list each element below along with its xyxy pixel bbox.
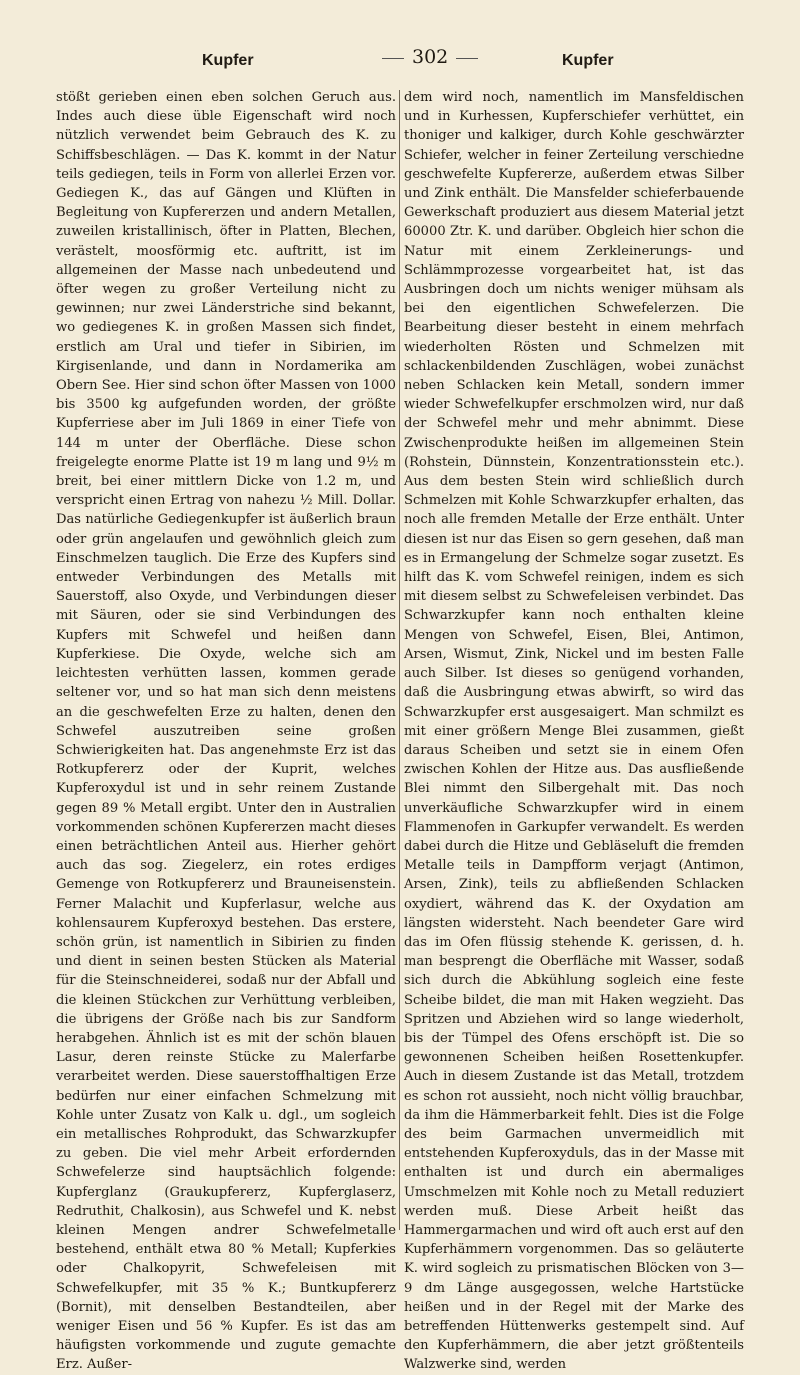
page-header [56, 46, 746, 72]
right-column [404, 88, 744, 1373]
right-column-text: dem wird noch, namentlich im Mansfeldischen und in Kurhessen, Kupferschiefer verhüttet, ein thoniger und kalkiger, durch Kohle geschwärzter Schiefer, welcher in feiner Zerteilung verschiedne geschwefelte Kupfererze, außerdem etwas Silber und Zink enthält. Die Mansfelder schieferbauende Gewerkschaft produziert aus diesem Material jetzt 60000 Ztr. K. und darüber. Obgleich hier schon die Natur mit einem Zerkleinerungs- und Schlämmprozesse vorgearbeitet hat, ist das Ausbringen doch um nichts weniger mühsam als bei den eigentlichen Schwefelerzen. Die Bearbeitung dieser besteht in einem mehrfach wiederholten Rösten und Schmelzen mit schlackenbildenden Zuschlägen, wobei zunächst neben Schlacken kein Metall, sondern immer wieder Schwefelkupfer erschmolzen wird, nur daß der Schwefel mehr und mehr abnimmt. Diese Zwischenprodukte heißen im allgemeinen Stein (Rohstein, Dünnstein, Konzentrationsstein etc.). Aus dem besten Stein wird schließlich durch Schmelzen mit Kohle Schwarzkupfer erhalten, das noch alle fremden Metalle der Erze enthält. Unter diesen ist nur das Eisen so gern gesehen, daß man es in Ermangelung der Schmelze sogar zusetzt. Es hilft das K. vom Schwefel reinigen, indem es sich mit diesem selbst zu Schwefeleisen verbindet. Das Schwarzkupfer kann noch enthalten kleine Mengen von Schwefel, Eisen, Blei, Antimon, Arsen, Wismut, Zink, Nickel und im besten Falle auch Silber. Ist dieses so genügend vorhanden, daß die Ausbringung etwas abwirft, so wird das Schwarzkupfer erst ausgesaigert. Man schmilzt es mit einer größern Menge Blei zusammen, gießt daraus Scheiben und setzt sie in einem Ofen zwischen Kohlen der Hitze aus. Das ausfließende Blei nimmt den Silbergehalt mit. Das noch unverkäufliche Schwarzkupfer wird in einem Flammenofen in Garkupfer verwandelt. Es werden dabei durch die Hitze und Gebläseluft die fremden Metalle teils in Dampfform verjagt (Antimon, Arsen, Zink), teils zu abfließenden Schlacken oxydiert, während das K. der Oxydation am längsten widersteht. Nach beendeter Gare wird das im Ofen flüssig stehende K. gerissen, d. h. man besprengt die Oberfläche mit Wasser, sodaß sich durch die Abkühlung sogleich eine feste Scheibe bildet, die man mit Haken wegzieht. Das Spritzen und Abziehen wird so lange wiederholt, bis der Tümpel des Ofens erschöpft ist. Die so gewonnenen Scheiben heißen Rosettenkupfer. Auch in diesem Zustande ist das Metall, trotzdem es schon rot aussieht, noch nicht völlig brauchbar, da ihm die Hämmerbarkeit fehlt. Dies ist die Folge des beim Garmachen unvermeidlich mit entstehenden Kupferoxyduls, das in der Masse mit enthalten ist und durch ein abermaliges Umschmelzen mit Kohle noch zu Metall reduziert werden muß. Diese Arbeit heißt das Hammergarmachen und wird oft auch erst auf den Kupferhämmern vorgenommen. Das so geläuterte K. wird sogleich zu prismatischen Blöcken von 3—9 dm Länge ausgegossen, welche Hartstücke heißen und in der Regel mit der Marke des betreffenden Hüttenwerks gestempelt sind. Auf den Kupferhämmern, die aber jetzt größtenteils Walzwerke sind, werden [404, 90, 744, 1373]
left-column-text: stößt gerieben einen eben solchen Geruch aus. Indes auch diese üble Eigenschaft wird noch nützlich verwendet beim Gebrauch des K. zu Schiffsbeschlägen. — Das K. kommt in der Natur teils gediegen, teils in Form von allerlei Erzen vor. Gediegen K., das auf Gängen und Klüften in Begleitung von Kupfererzen und andern Metallen, zuweilen kristallinisch, öfter in Platten, Blechen, verästelt, moosförmig etc. auftritt, ist im allgemeinen der Masse nach unbedeutend und öfter wegen zu großer Verteilung nicht zu gewinnen; nur zwei Länderstriche sind bekannt, wo gediegenes K. in großen Massen sich findet, erstlich am Ural und tiefer in Sibirien, im Kirgisenlande, und dann in Nordamerika am Obern See. Hier sind schon öfter Massen von 1000 bis 3500 kg aufgefunden worden, der größte Kupferriese aber im Juli 1869 in einer Tiefe von 144 m unter der Oberfläche. Diese schon freigelegte enorme Platte ist 19 m lang und 9½ m breit, bei einer mittlern Dicke von 1.2 m, und verspricht einen Ertrag von nahezu ½ Mill. Dollar. Das natürliche Gediegenkupfer ist äußerlich braun oder grün angelaufen und gewöhnlich gleich zum Einschmelzen tauglich. Die Erze des Kupfers sind entweder Verbindungen des Metalls mit Sauerstoff, also Oxyde, und Verbindungen dieser mit Säuren, oder sie sind Verbindungen des Kupfers mit Schwefel und heißen dann Kupferkiese. Die Oxyde, welche sich am leichtesten verhütten lassen, kommen gerade seltener vor, und so hat man sich denn meistens an die geschwefelten Erze zu halten, denen den Schwefel auszutreiben seine großen Schwierigkeiten hat. Das angenehmste Erz ist das Rotkupfererz oder der Kuprit, welches Kupferoxydul ist und in sehr reinem Zustande gegen 89 % Metall ergibt. Unter den in Australien vorkommenden schönen Kupfererzen macht dieses einen beträchtlichen Anteil aus. Hierher gehört auch das sog. Ziegelerz, ein rotes erdiges Gemenge von Rotkupfererz und Brauneisenstein. Ferner Malachit und Kupferlasur, welche aus kohlensaurem Kupferoxyd bestehen. Das erstere, schön grün, ist namentlich in Sibirien zu finden und dient in seinen besten Stücken als Material für die Steinschneiderei, sodaß nur der Abfall und die kleinen Stückchen zur Verhüttung verbleiben, die übrigens der Größe nach bis zur Sandform herabgehen. Ähnlich ist es mit der schön blauen Lasur, deren reinste Stücke zu Malerfarbe verarbeitet werden. Diese sauerstoffhaltigen Erze bedürfen nur einer einfachen Schmelzung mit Kohle unter Zusatz von Kalk u. dgl., um sogleich ein metallisches Rohprodukt, das Schwarzkupfer zu geben. Die viel mehr Arbeit erfordernden Schwefelerze sind hauptsächlich folgende: Kupferglanz (Graukupfererz, Kupferglaserz, Redruthit, Chalkosin), aus Schwefel und K. nebst kleinen Mengen andrer Schwefelmetalle bestehend, enthält etwa 80 % Metall; Kupferkies oder Chalkopyrit, Schwefeleisen mit Schwefelkupfer, mit 35 % K.; Buntkupfererz (Bornit), mit denselben Bestandteilen, aber weniger Eisen und 56 % Kupfer. Es ist das am häufigsten vorkommende und zugute gemachte Erz. Außer- [56, 90, 396, 1373]
left-column [56, 88, 396, 1373]
running-head-left: Kupfer [202, 52, 254, 69]
column-divider [399, 90, 400, 1230]
page-number: 302 [374, 46, 486, 68]
running-head-right: Kupfer [562, 52, 614, 69]
